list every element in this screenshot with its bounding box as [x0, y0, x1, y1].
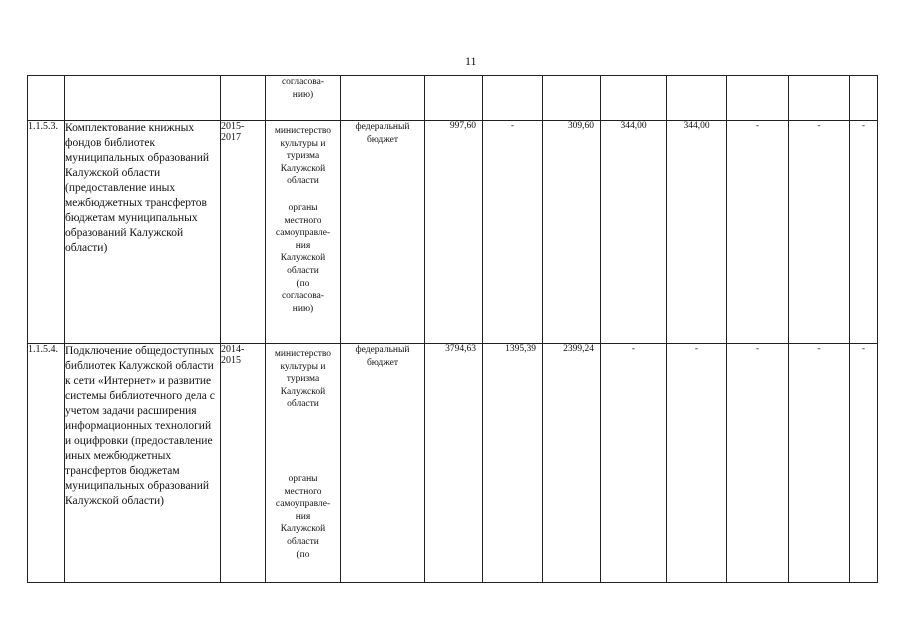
value-2019: - — [789, 121, 850, 344]
executor-line: области — [287, 399, 319, 410]
executor-line: местного — [284, 215, 322, 226]
value-2017: - — [667, 344, 727, 583]
executor-line: (по — [296, 549, 310, 560]
executor-line: Калужской — [280, 386, 326, 397]
cell-value — [850, 76, 878, 121]
cell-source — [341, 76, 425, 121]
executor-line: министерство — [274, 126, 332, 136]
row-number: 1.1.5.3. — [28, 121, 65, 344]
executor-line: Калужской — [280, 253, 326, 264]
value-2019: - — [789, 344, 850, 583]
cell-period — [221, 76, 266, 121]
cell-executor — [266, 76, 341, 121]
executor-line: ния — [295, 240, 311, 251]
value-2020: - — [850, 344, 878, 583]
executor-line: Калужской — [280, 163, 326, 174]
cell-value — [425, 76, 483, 121]
executor-line: Калужской — [280, 524, 326, 535]
value-2014: - — [483, 121, 543, 344]
executor-line: области — [287, 265, 319, 276]
executor-line: министерство — [274, 349, 332, 359]
value-total: 3794,63 — [425, 344, 483, 583]
executor-line: органы — [288, 202, 318, 213]
table-row-continuation — [28, 76, 878, 121]
cell-value — [543, 76, 601, 121]
executor-line: органы — [288, 473, 318, 484]
program-table — [27, 75, 878, 583]
executor-line: области — [287, 176, 319, 187]
value-2016: - — [601, 344, 667, 583]
executor-line: области — [287, 536, 319, 547]
executor — [266, 121, 341, 344]
executor-line: самоуправле- — [275, 499, 331, 510]
value-2020: - — [850, 121, 878, 344]
executor-line: культуры и — [280, 138, 326, 149]
row-number: 1.1.5.4. — [28, 344, 65, 583]
executor-line: туризма — [286, 374, 320, 385]
executor-line: культуры и — [280, 361, 326, 372]
table-row — [28, 344, 878, 583]
executor — [266, 344, 341, 583]
value-2018: - — [727, 344, 789, 583]
value-2015: 2399,24 — [543, 344, 601, 583]
value-2015: 309,60 — [543, 121, 601, 344]
executor-line: нию) — [292, 89, 314, 100]
funding-source: федеральный бюджет — [341, 121, 425, 344]
period: 2014- 2015 — [221, 344, 266, 583]
period: 2015- 2017 — [221, 121, 266, 344]
value-2014: 1395,39 — [483, 344, 543, 583]
cell-value — [667, 76, 727, 121]
funding-source: федеральный бюджет — [341, 344, 425, 583]
cell-value — [789, 76, 850, 121]
measure-name: Комплектование книжных фондов библиотек муниципальных образований Калужской области (предоставление иных межбюджетных трансфертов бюджетам муниципальных образований Калужской области) — [65, 121, 221, 344]
value-2018: - — [727, 121, 789, 344]
executor-line: согласова- — [281, 291, 325, 302]
value-2016: 344,00 — [601, 121, 667, 344]
cell-value — [483, 76, 543, 121]
cell-value — [727, 76, 789, 121]
executor-line: самоуправле- — [275, 228, 331, 239]
cell-value — [601, 76, 667, 121]
cell-name — [65, 76, 221, 121]
measure-name: Подключение общедоступных библиотек Калужской области к сети «Интернет» и развитие системы библиотечного дела с учетом задачи расширения информационных технологий и оцифровки (предоставление иных межбюджетных трансфертов бюджетам муниципальных образований Калужской области) — [65, 344, 221, 583]
table-row — [28, 121, 878, 344]
cell-num — [28, 76, 65, 121]
page-number: 11 — [465, 54, 477, 68]
value-total: 997,60 — [425, 121, 483, 344]
value-2017: 344,00 — [667, 121, 727, 344]
executor-line: ния — [295, 511, 311, 522]
executor-line: туризма — [286, 151, 320, 162]
executor-line: нию) — [292, 303, 314, 314]
executor-line: согласова- — [281, 77, 325, 87]
executor-line: (по — [296, 278, 310, 289]
executor-line: местного — [284, 486, 322, 497]
